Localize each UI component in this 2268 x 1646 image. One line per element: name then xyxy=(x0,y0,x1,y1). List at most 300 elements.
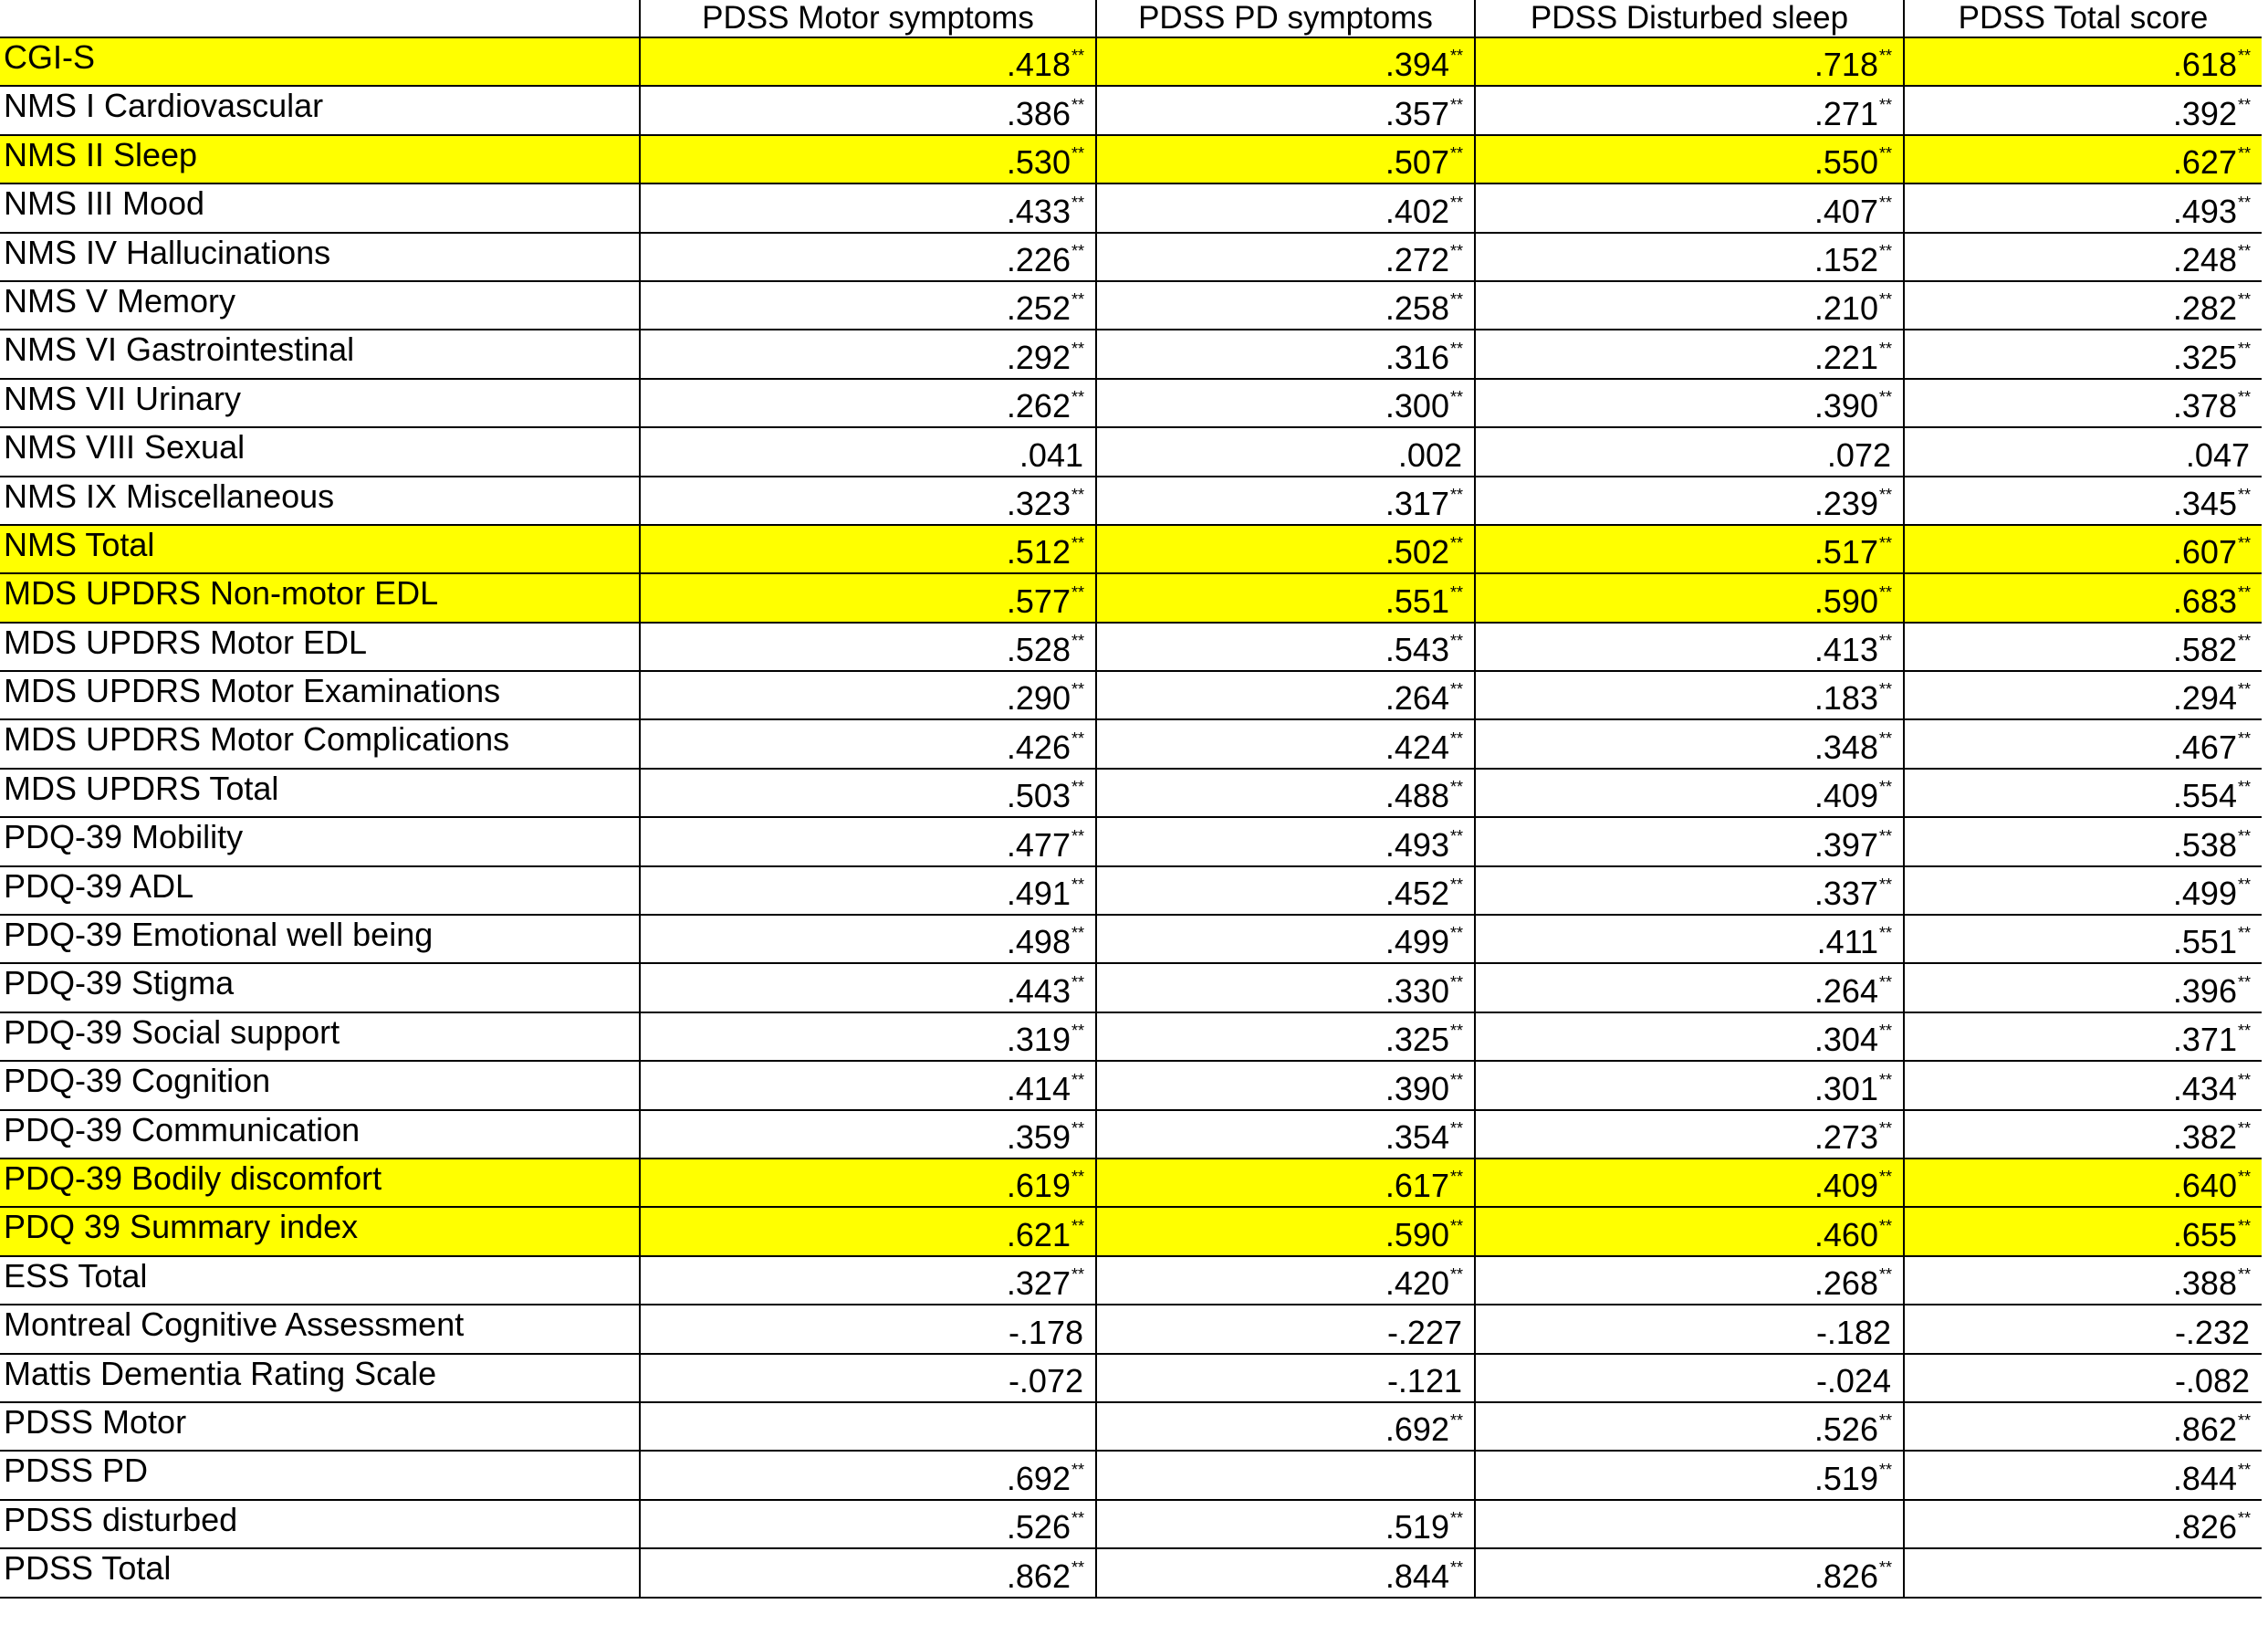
row-label: PDQ-39 Cognition xyxy=(0,1061,640,1109)
correlation-cell xyxy=(1904,525,2262,573)
row-label: PDQ-39 Social support xyxy=(0,1012,640,1061)
significance-marker: ** xyxy=(1878,144,1892,163)
correlation-value: .517 xyxy=(1813,533,1878,571)
correlation-value: .528 xyxy=(1006,631,1071,669)
correlation-cell xyxy=(1904,573,2262,622)
correlation-value: .426 xyxy=(1006,728,1071,766)
correlation-cell xyxy=(1904,915,2262,963)
significance-marker: ** xyxy=(1071,680,1084,699)
correlation-cell xyxy=(1475,719,1904,768)
row-label: NMS VIII Sexual xyxy=(0,427,640,476)
table-row xyxy=(0,330,2262,378)
correlation-cell xyxy=(1475,379,1904,427)
correlation-cell xyxy=(1475,1110,1904,1158)
significance-marker: ** xyxy=(2237,1168,2251,1187)
correlation-value: -.178 xyxy=(1008,1313,1083,1351)
correlation-cell xyxy=(640,1305,1096,1353)
correlation-value: .325 xyxy=(2172,338,2237,376)
significance-marker: ** xyxy=(1449,632,1463,651)
significance-marker: ** xyxy=(1071,1118,1084,1138)
significance-marker: ** xyxy=(1449,729,1463,748)
correlation-value: .424 xyxy=(1385,728,1449,766)
correlation-value: -.232 xyxy=(2174,1313,2250,1351)
correlation-cell xyxy=(1904,623,2262,671)
correlation-cell xyxy=(640,719,1096,768)
row-label: Montreal Cognitive Assessment xyxy=(0,1305,640,1353)
correlation-value: .262 xyxy=(1006,387,1071,425)
table-row xyxy=(0,1012,2262,1061)
row-label: PDQ-39 Mobility xyxy=(0,817,640,865)
significance-marker: ** xyxy=(1449,680,1463,699)
significance-marker: ** xyxy=(1449,485,1463,504)
row-label: PDSS Total xyxy=(0,1548,640,1597)
significance-marker: ** xyxy=(1071,241,1084,260)
correlation-cell xyxy=(640,1451,1096,1499)
significance-marker: ** xyxy=(1071,729,1084,748)
significance-marker: ** xyxy=(2237,1216,2251,1235)
table-row xyxy=(0,1548,2262,1597)
correlation-value: .512 xyxy=(1006,533,1071,571)
table-row xyxy=(0,37,2262,86)
correlation-value: .272 xyxy=(1385,240,1449,278)
header-row xyxy=(0,0,2262,37)
significance-marker: ** xyxy=(1878,778,1892,797)
significance-marker: ** xyxy=(1449,1509,1463,1528)
correlation-value: .862 xyxy=(2172,1410,2237,1449)
correlation-cell xyxy=(1096,817,1475,865)
correlation-cell xyxy=(1475,1305,1904,1353)
correlation-value: .386 xyxy=(1006,94,1071,132)
significance-marker: ** xyxy=(1071,875,1084,895)
significance-marker: ** xyxy=(1449,582,1463,602)
significance-marker: ** xyxy=(1449,534,1463,553)
correlation-cell xyxy=(1904,963,2262,1012)
correlation-cell xyxy=(1096,379,1475,427)
correlation-value: .072 xyxy=(1826,435,1891,474)
correlation-cell xyxy=(640,1548,1096,1597)
correlation-cell xyxy=(1096,1451,1475,1499)
correlation-value: .382 xyxy=(2172,1117,2237,1156)
correlation-value: .282 xyxy=(2172,289,2237,328)
significance-marker: ** xyxy=(1878,1070,1892,1089)
table-row xyxy=(0,1207,2262,1255)
table-row xyxy=(0,1402,2262,1451)
correlation-cell xyxy=(640,233,1096,281)
row-label: NMS I Cardiovascular xyxy=(0,86,640,134)
correlation-cell xyxy=(640,525,1096,573)
significance-marker: ** xyxy=(1878,875,1892,895)
significance-marker: ** xyxy=(2237,826,2251,845)
correlation-value: .619 xyxy=(1006,1167,1071,1205)
correlation-cell xyxy=(1096,1500,1475,1548)
correlation-value: .407 xyxy=(1813,192,1878,230)
row-label: PDSS disturbed xyxy=(0,1500,640,1548)
significance-marker: ** xyxy=(1449,1118,1463,1138)
correlation-cell xyxy=(1475,135,1904,183)
correlation-value: .590 xyxy=(1385,1215,1449,1253)
significance-marker: ** xyxy=(1878,534,1892,553)
row-label: MDS UPDRS Motor Examinations xyxy=(0,671,640,719)
correlation-cell xyxy=(640,183,1096,232)
significance-marker: ** xyxy=(1449,1022,1463,1041)
correlation-value: .290 xyxy=(1006,679,1071,718)
correlation-value: .317 xyxy=(1385,484,1449,522)
correlation-value: .397 xyxy=(1813,825,1878,864)
correlation-cell xyxy=(1096,1256,1475,1305)
significance-marker: ** xyxy=(1878,388,1892,407)
correlation-value: .210 xyxy=(1813,289,1878,328)
correlation-cell xyxy=(1904,1451,2262,1499)
significance-marker: ** xyxy=(1071,826,1084,845)
correlation-value: .226 xyxy=(1006,240,1071,278)
correlation-cell xyxy=(1475,281,1904,330)
correlation-value: .002 xyxy=(1397,435,1462,474)
correlation-value: .433 xyxy=(1006,192,1071,230)
correlation-value: -.072 xyxy=(1008,1361,1083,1400)
table-row xyxy=(0,573,2262,622)
significance-marker: ** xyxy=(2237,47,2251,66)
correlation-cell xyxy=(1904,1110,2262,1158)
significance-marker: ** xyxy=(1878,680,1892,699)
correlation-value: -.024 xyxy=(1815,1361,1891,1400)
significance-marker: ** xyxy=(1878,1411,1892,1431)
correlation-cell xyxy=(1475,1207,1904,1255)
correlation-cell xyxy=(1096,915,1475,963)
table-row xyxy=(0,233,2262,281)
correlation-cell xyxy=(640,1354,1096,1402)
significance-marker: ** xyxy=(1071,388,1084,407)
table-row xyxy=(0,1451,2262,1499)
significance-marker: ** xyxy=(2237,144,2251,163)
significance-marker: ** xyxy=(2237,1022,2251,1041)
correlation-cell xyxy=(1475,1402,1904,1451)
table-row xyxy=(0,1305,2262,1353)
correlation-cell xyxy=(640,477,1096,525)
correlation-value: .414 xyxy=(1006,1069,1071,1107)
significance-marker: ** xyxy=(1449,95,1463,114)
correlation-cell xyxy=(1475,769,1904,817)
correlation-cell xyxy=(1475,1061,1904,1109)
correlation-cell xyxy=(640,37,1096,86)
significance-marker: ** xyxy=(2237,339,2251,358)
correlation-cell xyxy=(1475,1451,1904,1499)
row-label: PDQ-39 Stigma xyxy=(0,963,640,1012)
correlation-value: .264 xyxy=(1385,679,1449,718)
significance-marker: ** xyxy=(1878,972,1892,991)
correlation-value: .294 xyxy=(2172,679,2237,718)
table-row xyxy=(0,963,2262,1012)
correlation-cell xyxy=(1475,1548,1904,1597)
significance-marker: ** xyxy=(1449,388,1463,407)
significance-marker: ** xyxy=(1071,1216,1084,1235)
correlation-cell xyxy=(640,379,1096,427)
table-row xyxy=(0,1110,2262,1158)
correlation-value: .345 xyxy=(2172,484,2237,522)
correlation-value: .258 xyxy=(1385,289,1449,328)
correlation-value: .477 xyxy=(1006,825,1071,864)
correlation-cell xyxy=(640,427,1096,476)
correlation-value: .316 xyxy=(1385,338,1449,376)
table-row xyxy=(0,1256,2262,1305)
correlation-cell xyxy=(1904,281,2262,330)
table-row xyxy=(0,135,2262,183)
correlation-value: .507 xyxy=(1385,143,1449,182)
correlation-cell xyxy=(640,866,1096,915)
correlation-value: .396 xyxy=(2172,971,2237,1010)
header-pdss-pd-symptoms: PDSS PD symptoms xyxy=(1096,0,1475,37)
significance-marker: ** xyxy=(1449,778,1463,797)
correlation-value: .271 xyxy=(1813,94,1878,132)
correlation-value: .394 xyxy=(1385,46,1449,84)
correlation-cell xyxy=(640,135,1096,183)
correlation-cell xyxy=(1904,477,2262,525)
significance-marker: ** xyxy=(1878,95,1892,114)
correlation-cell xyxy=(640,1061,1096,1109)
correlation-cell xyxy=(1096,1354,1475,1402)
significance-marker: ** xyxy=(2237,1118,2251,1138)
row-label: MDS UPDRS Motor EDL xyxy=(0,623,640,671)
significance-marker: ** xyxy=(1449,193,1463,212)
row-label: MDS UPDRS Motor Complications xyxy=(0,719,640,768)
correlation-cell xyxy=(1096,427,1475,476)
correlation-value: .301 xyxy=(1813,1069,1878,1107)
significance-marker: ** xyxy=(1071,778,1084,797)
correlation-cell xyxy=(640,1158,1096,1207)
significance-marker: ** xyxy=(2237,1411,2251,1431)
correlation-cell xyxy=(1096,963,1475,1012)
correlation-value: .503 xyxy=(1006,777,1071,815)
correlation-cell xyxy=(1096,1110,1475,1158)
correlation-cell xyxy=(1904,183,2262,232)
significance-marker: ** xyxy=(1071,534,1084,553)
correlation-value: .692 xyxy=(1385,1410,1449,1449)
correlation-cell xyxy=(1904,86,2262,134)
significance-marker: ** xyxy=(1878,826,1892,845)
row-label: NMS VI Gastrointestinal xyxy=(0,330,640,378)
correlation-cell xyxy=(1475,1500,1904,1548)
significance-marker: ** xyxy=(1071,95,1084,114)
table-row xyxy=(0,623,2262,671)
correlation-cell xyxy=(1904,719,2262,768)
correlation-value: .519 xyxy=(1385,1508,1449,1546)
significance-marker: ** xyxy=(1071,290,1084,309)
table-row xyxy=(0,817,2262,865)
correlation-cell xyxy=(1904,1256,2262,1305)
table-row xyxy=(0,525,2262,573)
correlation-cell xyxy=(640,671,1096,719)
correlation-value: .493 xyxy=(1385,825,1449,864)
table-row xyxy=(0,86,2262,134)
row-label: NMS V Memory xyxy=(0,281,640,330)
correlation-value: .248 xyxy=(2172,240,2237,278)
significance-marker: ** xyxy=(2237,924,2251,943)
correlation-value: -.121 xyxy=(1386,1361,1462,1400)
significance-marker: ** xyxy=(2237,241,2251,260)
correlation-cell xyxy=(640,1012,1096,1061)
correlation-cell xyxy=(1475,1256,1904,1305)
correlation-value: .551 xyxy=(1385,582,1449,620)
significance-marker: ** xyxy=(1449,290,1463,309)
correlation-cell xyxy=(1475,915,1904,963)
table-row xyxy=(0,1354,2262,1402)
significance-marker: ** xyxy=(1071,144,1084,163)
row-label: NMS III Mood xyxy=(0,183,640,232)
significance-marker: ** xyxy=(2237,1265,2251,1284)
significance-marker: ** xyxy=(1878,1557,1892,1577)
table-row xyxy=(0,915,2262,963)
significance-marker: ** xyxy=(1071,582,1084,602)
header-pdss-total-score: PDSS Total score xyxy=(1904,0,2262,37)
correlation-cell xyxy=(640,1402,1096,1451)
correlation-value: .183 xyxy=(1813,679,1878,718)
correlation-value: -.227 xyxy=(1386,1313,1462,1351)
correlation-value: -.082 xyxy=(2174,1361,2250,1400)
correlation-cell xyxy=(640,1500,1096,1548)
correlation-value: .420 xyxy=(1385,1264,1449,1303)
correlation-cell xyxy=(1475,86,1904,134)
correlation-cell xyxy=(1475,427,1904,476)
correlation-value: .862 xyxy=(1006,1557,1071,1595)
correlation-value: .467 xyxy=(2172,728,2237,766)
correlation-value: .354 xyxy=(1385,1117,1449,1156)
correlation-cell xyxy=(1904,1500,2262,1548)
correlation-cell xyxy=(1904,379,2262,427)
correlation-cell xyxy=(1904,1012,2262,1061)
correlation-value: .402 xyxy=(1385,192,1449,230)
correlation-cell xyxy=(640,769,1096,817)
significance-marker: ** xyxy=(1071,1070,1084,1089)
correlation-value: .519 xyxy=(1813,1459,1878,1497)
correlation-value: .434 xyxy=(2172,1069,2237,1107)
correlation-value: .499 xyxy=(1385,923,1449,961)
correlation-value: .502 xyxy=(1385,533,1449,571)
correlation-cell xyxy=(1096,1012,1475,1061)
correlation-value: .582 xyxy=(2172,631,2237,669)
table-row xyxy=(0,671,2262,719)
significance-marker: ** xyxy=(2237,729,2251,748)
correlation-cell xyxy=(640,281,1096,330)
correlation-value: .493 xyxy=(2172,192,2237,230)
correlation-cell xyxy=(1096,573,1475,622)
correlation-value: .390 xyxy=(1385,1069,1449,1107)
correlation-cell xyxy=(1475,573,1904,622)
significance-marker: ** xyxy=(1878,632,1892,651)
correlation-value: -.182 xyxy=(1815,1313,1891,1351)
significance-marker: ** xyxy=(2237,1460,2251,1479)
correlation-cell xyxy=(1904,1402,2262,1451)
correlation-cell xyxy=(1475,525,1904,573)
significance-marker: ** xyxy=(1449,1557,1463,1577)
correlation-value: .292 xyxy=(1006,338,1071,376)
significance-marker: ** xyxy=(1449,47,1463,66)
correlation-value: .718 xyxy=(1813,46,1878,84)
correlation-value: .378 xyxy=(2172,387,2237,425)
correlation-cell xyxy=(1904,1207,2262,1255)
correlation-value: .252 xyxy=(1006,289,1071,328)
significance-marker: ** xyxy=(1071,924,1084,943)
correlation-cell xyxy=(1096,1402,1475,1451)
table-row xyxy=(0,1500,2262,1548)
significance-marker: ** xyxy=(1878,1022,1892,1041)
row-label: NMS Total xyxy=(0,525,640,573)
correlation-cell xyxy=(1475,963,1904,1012)
table-body xyxy=(0,37,2262,1598)
correlation-value: .452 xyxy=(1385,875,1449,913)
table-row xyxy=(0,379,2262,427)
significance-marker: ** xyxy=(1878,1216,1892,1235)
significance-marker: ** xyxy=(2237,485,2251,504)
correlation-cell xyxy=(1475,477,1904,525)
correlation-value: .655 xyxy=(2172,1215,2237,1253)
correlation-cell xyxy=(640,330,1096,378)
row-label: PDSS Motor xyxy=(0,1402,640,1451)
significance-marker: ** xyxy=(1878,1460,1892,1479)
correlation-cell xyxy=(1475,671,1904,719)
correlation-cell xyxy=(1475,866,1904,915)
correlation-value: .692 xyxy=(1006,1459,1071,1497)
significance-marker: ** xyxy=(1878,582,1892,602)
correlation-cell xyxy=(1096,330,1475,378)
correlation-value: .409 xyxy=(1813,1167,1878,1205)
table-row xyxy=(0,769,2262,817)
row-label: CGI-S xyxy=(0,37,640,86)
significance-marker: ** xyxy=(2237,972,2251,991)
correlation-value: .264 xyxy=(1813,971,1878,1010)
significance-marker: ** xyxy=(1878,1118,1892,1138)
correlation-cell xyxy=(1096,623,1475,671)
correlation-value: .337 xyxy=(1813,875,1878,913)
correlation-value: .538 xyxy=(2172,825,2237,864)
correlation-value: .330 xyxy=(1385,971,1449,1010)
correlation-value: .390 xyxy=(1813,387,1878,425)
significance-marker: ** xyxy=(1878,485,1892,504)
correlation-value: .239 xyxy=(1813,484,1878,522)
correlation-cell xyxy=(640,1256,1096,1305)
correlation-value: .526 xyxy=(1006,1508,1071,1546)
correlation-value: .460 xyxy=(1813,1215,1878,1253)
row-label: PDQ-39 Bodily discomfort xyxy=(0,1158,640,1207)
correlation-value: .550 xyxy=(1813,143,1878,182)
correlation-cell xyxy=(640,915,1096,963)
significance-marker: ** xyxy=(1449,1216,1463,1235)
table-row xyxy=(0,719,2262,768)
table-row xyxy=(0,1158,2262,1207)
significance-marker: ** xyxy=(1878,47,1892,66)
significance-marker: ** xyxy=(1878,193,1892,212)
correlation-cell xyxy=(1904,1548,2262,1597)
significance-marker: ** xyxy=(1071,1460,1084,1479)
correlation-cell xyxy=(1475,37,1904,86)
correlation-cell xyxy=(1096,183,1475,232)
significance-marker: ** xyxy=(1449,1265,1463,1284)
correlation-value: .357 xyxy=(1385,94,1449,132)
significance-marker: ** xyxy=(2237,632,2251,651)
correlation-cell xyxy=(640,623,1096,671)
correlation-cell xyxy=(1096,37,1475,86)
significance-marker: ** xyxy=(1878,924,1892,943)
table-row xyxy=(0,1061,2262,1109)
correlation-value: .047 xyxy=(2185,435,2250,474)
correlation-cell xyxy=(1096,1548,1475,1597)
correlation-value: .152 xyxy=(1813,240,1878,278)
correlation-value: .304 xyxy=(1813,1021,1878,1059)
significance-marker: ** xyxy=(2237,290,2251,309)
correlation-value: .371 xyxy=(2172,1021,2237,1059)
correlation-cell xyxy=(640,1110,1096,1158)
correlation-cell xyxy=(1904,37,2262,86)
correlation-value: .621 xyxy=(1006,1215,1071,1253)
correlation-value: .443 xyxy=(1006,971,1071,1010)
